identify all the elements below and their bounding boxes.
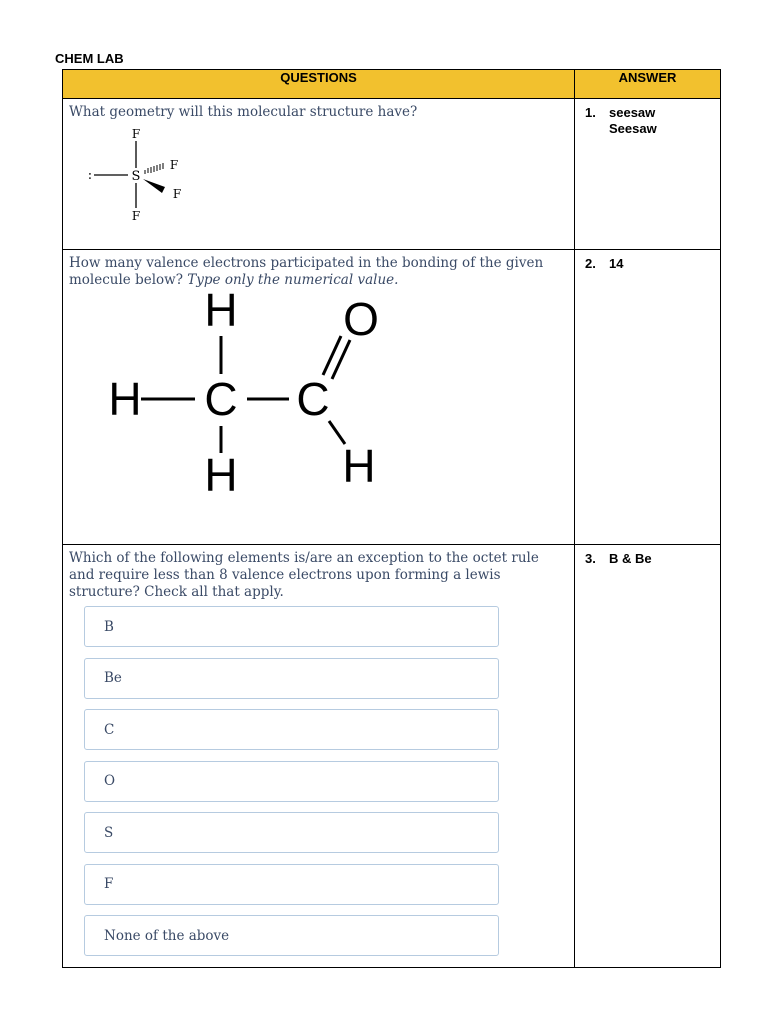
question-2-text [63,250,574,289]
atom-o: O [343,293,379,345]
option-list [84,606,574,956]
atom-c2: C [296,373,330,425]
document-title: CHEM LAB [55,51,124,66]
answer-2-value: 14 [609,256,624,271]
option-b[interactable]: B [84,606,499,647]
atom-f-bottom: F [131,209,141,223]
lone-pair-dots: : [87,168,93,183]
option-f[interactable]: F [84,864,499,905]
atom-h-left: H [108,373,142,425]
atom-f-right-lower: F [172,187,182,201]
answer-1-line-2: Seesaw [609,121,657,136]
atom-s-center: S [131,169,141,184]
answer-3 [575,545,720,567]
question-2-note: Type only the numerical value. [187,272,399,288]
atom-h-top: H [204,291,238,336]
answer-3-value: B & Be [609,551,652,566]
question-3-text: Which of the following elements is/are an exception to the octet rule and require less than 8 valence electrons upon forming a lewis structure? Check all that apply. [69,550,539,600]
seesaw-structure-diagram [73,123,213,223]
option-be[interactable]: Be [84,658,499,699]
bond-c2-o-1 [323,336,341,375]
option-none-of-the-above[interactable]: None of the above [84,915,499,956]
question-1-text: What geometry will this molecular structure have? [69,104,418,120]
atom-f-right-upper: F [169,158,179,172]
acetaldehyde-structure-diagram [103,291,403,509]
question-row-3 [63,545,721,968]
answer-2-number: 2. [585,256,596,271]
option-s[interactable]: S [84,812,499,853]
question-2-main: How many valence electrons participated in the bonding of the given molecule below? [69,255,544,288]
bond-c2-o-2 [332,340,350,379]
atom-h-right: H [342,440,376,492]
question-row-2 [63,250,721,545]
atom-f-top: F [131,127,141,141]
option-o[interactable]: O [84,761,499,802]
option-c[interactable]: C [84,709,499,750]
questions-header: QUESTIONS [63,70,575,99]
answer-1 [575,99,720,137]
solid-wedge-bond [143,179,165,193]
answer-1-number: 1. [585,105,596,120]
question-row-1 [63,99,721,250]
atom-c1: C [204,373,238,425]
answer-2 [575,250,720,272]
answer-3-number: 3. [585,551,596,566]
answer-header: ANSWER [575,70,721,99]
atom-h-bottom: H [204,449,238,501]
questions-table [62,69,721,968]
answer-1-line-1: seesaw [609,105,656,120]
hashed-wedge-bond [145,163,163,174]
